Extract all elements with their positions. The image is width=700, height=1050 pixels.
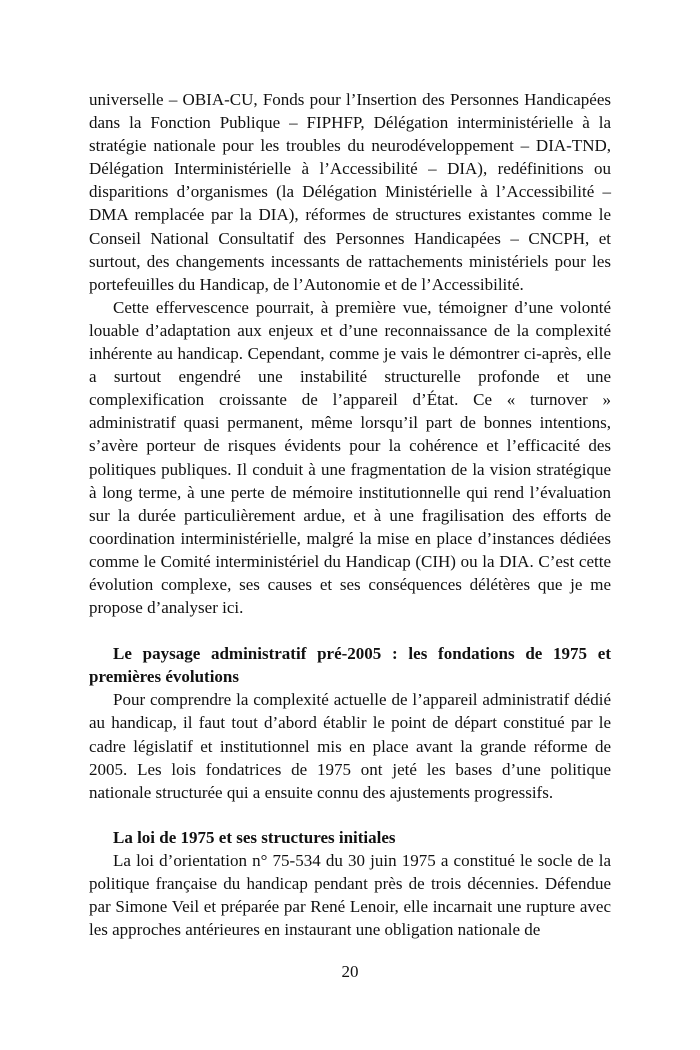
section-spacer (89, 804, 611, 826)
section-heading-pre-2005: Le paysage administratif pré-2005 : les fondations de 1975 et premières évolutions (89, 644, 611, 687)
page-body (89, 88, 611, 941)
page-number: 20 (341, 962, 359, 981)
paragraph-context: Pour comprendre la complexité actuelle de l’appareil administratif dédié au handicap, il faut tout d’abord établir le point de départ constitué par le cadre législatif et institutionnel mis en place avant la grande réforme de 2005. Les lois fondatrices de 1975 ont jeté les bases d’une politique nationale structurée qui a ensuite connu des ajustements progressifs. (89, 690, 611, 802)
paragraph-loi-1975: La loi d’orientation n° 75-534 du 30 juin 1975 a constitué le socle de la politique française du handicap pendant près de trois décennies. Défendue par Simone Veil et préparée par René Lenoir, elle incarnait une rupture avec les approches antérieures en instaurant une obligation nationale de (89, 850, 611, 940)
paragraph-effervescence: Cette effervescence pourrait, à première vue, témoigner d’une volonté louable d’adaptation aux enjeux et d’une reconnaissance de la complexité inhérente au handicap. Cependant, comme je vais le démontrer ci-après, elle a surtout engendré une instabilité structurelle profonde et une complexification croissante de l’appareil d’État. Ce « turnover » administratif quasi permanent, même lorsqu’il part de bonnes intentions, s’avère porteur de risques évidents pour la cohérence et l’efficacité des politiques publiques. Il conduit à une fragmentation de la vision stratégique à long terme, à une perte de mémoire institutionnelle qui rend l’évaluation sur la durée particulièrement ardue, et à une fragilisation des efforts de coordination interministérielle, malgré la mise en place d’instances dédiées comme le Comité interministériel du Handicap (CIH) ou la DIA. C’est cette évolution complexe, ses causes et ses conséquences délétères que je me propose d’analyser ici. (89, 297, 611, 618)
subsection-heading-loi-1975: La loi de 1975 et ses structures initiales (113, 827, 396, 847)
section-spacer (89, 619, 611, 642)
paragraph-continuation: universelle – OBIA-CU, Fonds pour l’Insertion des Personnes Handicapées dans la Fonction Publique – FIPHFP, Délégation interministérielle à la stratégie nationale pour les troubles du neurodéveloppement – DIA-TND, Délégation Interministérielle à l’Accessibilité – DIA), redéfinitions ou disparitions d’organismes (la Délégation Ministérielle à l’Accessibilité – DMA remplacée par la DIA), réformes de structures existantes comme le Conseil National Consultatif des Personnes Handicapées – CNCPH, et surtout, des changements incessants de rattachements ministériels pour les portefeuilles du Handicap, de l’Autonomie et de l’Accessibilité. (89, 90, 611, 294)
